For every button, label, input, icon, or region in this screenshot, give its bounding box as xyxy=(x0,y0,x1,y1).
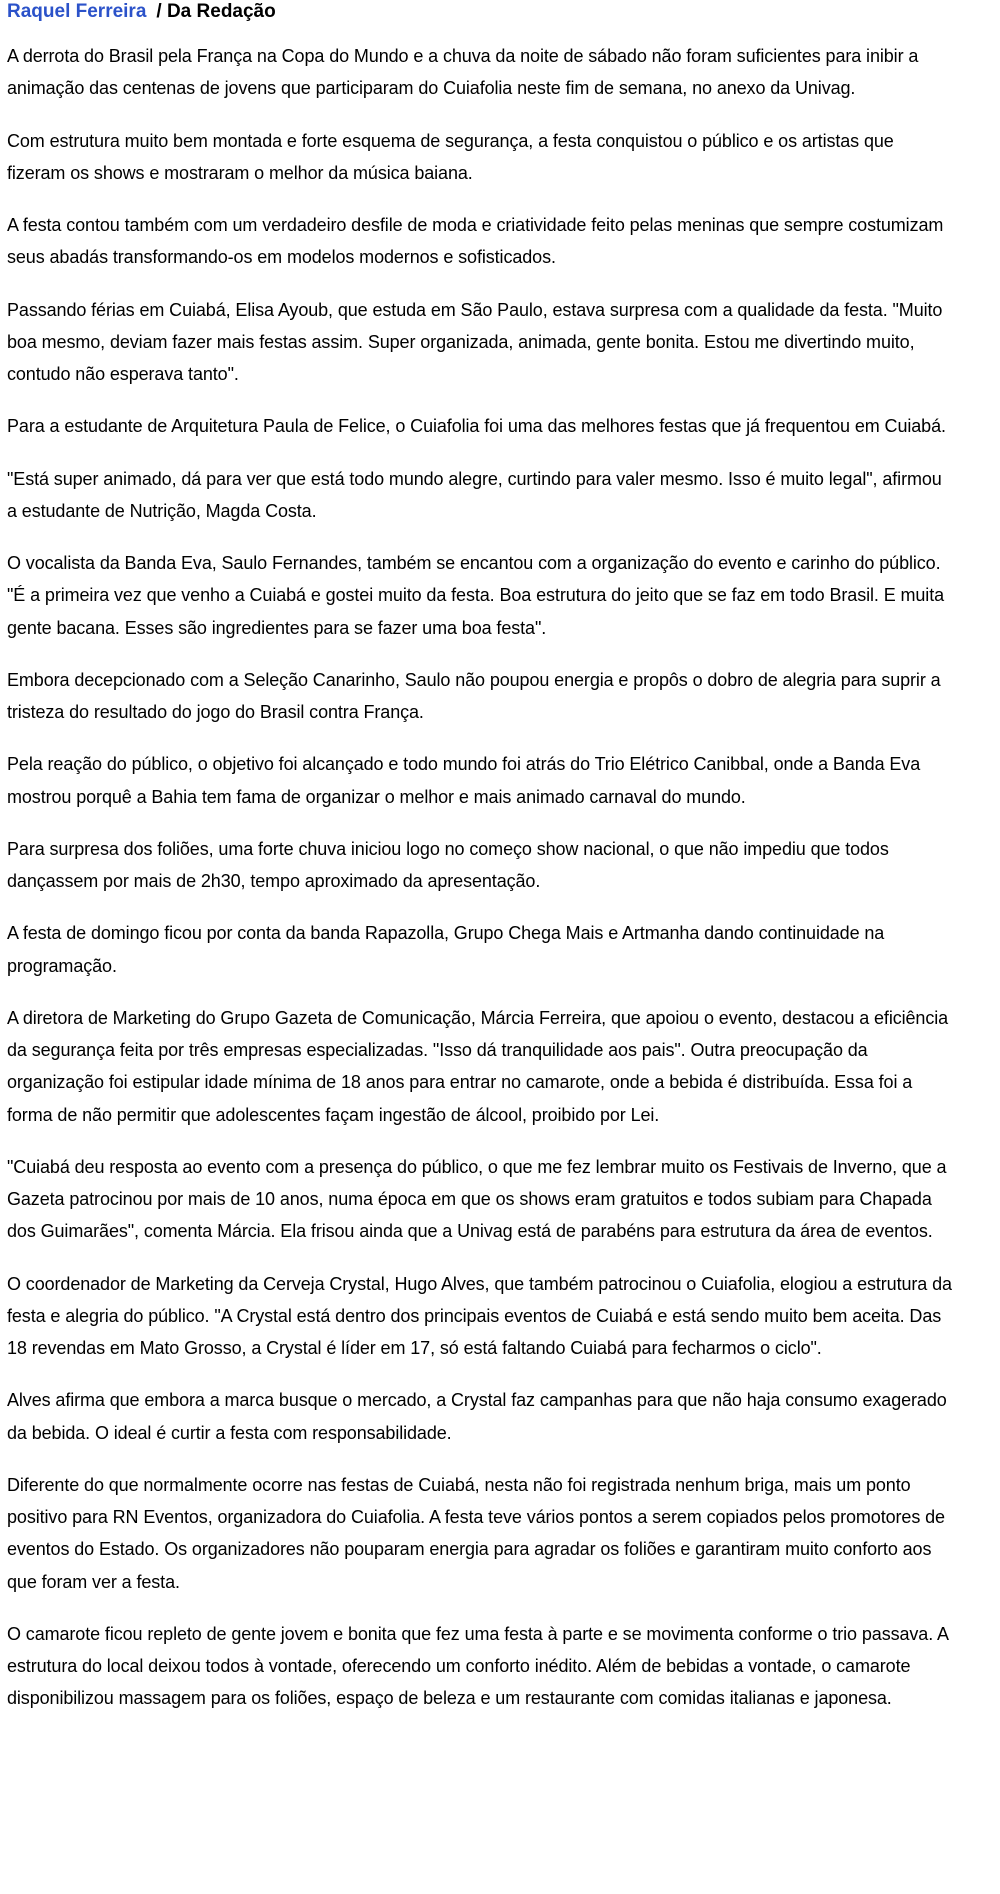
article-paragraph: Pela reação do público, o objetivo foi alcançado e todo mundo foi atrás do Trio Elétrico Canibbal, onde a Banda Eva mostrou porquê a Bahia tem fama de organizar o melhor e mais animado carnaval do mundo. xyxy=(7,754,921,807)
article-paragraph: Embora decepcionado com a Seleção Canarinho, Saulo não poupou energia e propôs o dobro de alegria para suprir a tristeza do resultado do jogo do Brasil contra França. xyxy=(7,669,941,722)
article-paragraph: O camarote ficou repleto de gente jovem e bonita que fez uma festa à parte e se movimenta conforme o trio passava. A estrutura do local deixou todos à vontade, oferecendo um conforto inédito. Além de bebidas a vontade, o camarote disponibilizou massagem para os foliões, espaço de beleza e um restaurante com comidas italianas e japonesa. xyxy=(7,1623,948,1709)
article-paragraph: A diretora de Marketing do Grupo Gazeta de Comunicação, Márcia Ferreira, que apoiou o evento, destacou a eficiência da segurança feita por três empresas especializadas. "Isso dá tranquilidade aos pais". Outra preocupação da organização foi estipular idade mínima de 18 anos para entrar no camarote, onde a bebida é distribuída. Essa foi a forma de não permitir que adolescentes façam ingestão de álcool, proibido por Lei. xyxy=(7,1007,949,1125)
article-paragraph: Com estrutura muito bem montada e forte esquema de segurança, a festa conquistou o público e os artistas que fizeram os shows e mostraram o melhor da música baiana. xyxy=(7,130,894,183)
article-paragraph: Para a estudante de Arquitetura Paula de Felice, o Cuiafolia foi uma das melhores festas que já frequentou em Cuiabá. xyxy=(7,416,946,437)
article-paragraph: Para surpresa dos foliões, uma forte chuva iniciou logo no começo show nacional, o que não impediu que todos dançassem por mais de 2h30, tempo aproximado da apresentação. xyxy=(7,838,889,891)
byline xyxy=(7,0,952,24)
byline-source: / Da Redação xyxy=(156,1,276,22)
article-paragraph: Alves afirma que embora a marca busque o mercado, a Crystal faz campanhas para que não haja consumo exagerado da bebida. O ideal é curtir a festa com responsabilidade. xyxy=(7,1390,947,1443)
author-link[interactable]: Raquel Ferreira xyxy=(7,1,147,22)
article-paragraph: A festa contou também com um verdadeiro desfile de moda e criatividade feito pelas meninas que sempre costumizam seus abadás transformando-os em modelos modernos e sofisticados. xyxy=(7,215,944,268)
article-paragraph: A derrota do Brasil pela França na Copa do Mundo e a chuva da noite de sábado não foram suficientes para inibir a animação das centenas de jovens que participaram do Cuiafolia neste fim de semana, no anexo da Univag. xyxy=(7,46,919,99)
article-paragraph: Diferente do que normalmente ocorre nas festas de Cuiabá, nesta não foi registrada nenhum briga, mais um ponto positivo para RN Eventos, organizadora do Cuiafolia. A festa teve vários pontos a serem copiados pelos promotores de eventos do Estado. Os organizadores não pouparam energia para agradar os foliões e garantiram muito conforto aos que foram ver a festa. xyxy=(7,1474,945,1592)
article-paragraph: "Cuiabá deu resposta ao evento com a presença do público, o que me fez lembrar muito os Festivais de Inverno, que a Gazeta patrocinou por mais de 10 anos, numa época em que os shows eram gratuitos e todos subiam para Chapada dos Guimarães", comenta Márcia. Ela frisou ainda que a Univag está de parabéns para estrutura da área de eventos. xyxy=(7,1156,947,1242)
article-paragraph: A festa de domingo ficou por conta da banda Rapazolla, Grupo Chega Mais e Artmanha dando continuidade na programação. xyxy=(7,923,885,976)
article-paragraph: Passando férias em Cuiabá, Elisa Ayoub, que estuda em São Paulo, estava surpresa com a qualidade da festa. "Muito boa mesmo, deviam fazer mais festas assim. Super organizada, animada, gente bonita. Estou me divertindo muito, contudo não esperava tanto". xyxy=(7,299,943,384)
article-paragraph: O coordenador de Marketing da Cerveja Crystal, Hugo Alves, que também patrocinou o Cuiafolia, elogiou a estrutura da festa e alegria do público. "A Crystal está dentro dos principais eventos de Cuiabá e está sendo muito bem aceita. Das 18 revendas em Mato Grosso, a Crystal é líder em 17, só está faltando Cuiabá para fecharmos o ciclo". xyxy=(7,1273,952,1358)
article-paragraph: "Está super animado, dá para ver que está todo mundo alegre, curtindo para valer mesmo. Isso é muito legal", afirmou a estudante de Nutrição, Magda Costa. xyxy=(7,468,942,521)
article-paragraph: O vocalista da Banda Eva, Saulo Fernandes, também se encantou com a organização do evento e carinho do público. "É a primeira vez que venho a Cuiabá e gostei muito da festa. Boa estrutura do jeito que se faz em todo Brasil. E muita gente bacana. Esses são ingredientes para se fazer uma boa festa". xyxy=(7,553,945,638)
